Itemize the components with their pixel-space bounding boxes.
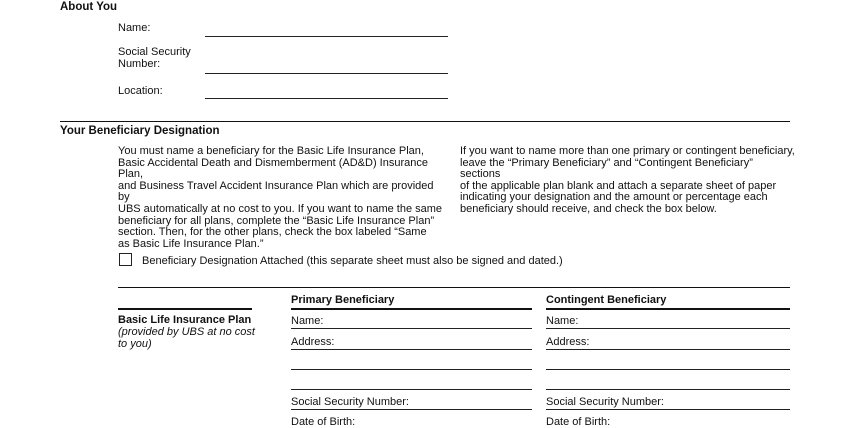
contingent-ssn-line xyxy=(546,409,790,410)
beneficiary-heading: Your Beneficiary Designation xyxy=(60,125,220,137)
plan-title: Basic Life Insurance Plan xyxy=(118,314,252,326)
primary-name-input[interactable] xyxy=(325,315,530,327)
contingent-name-label: Name: xyxy=(546,315,579,327)
contingent-address-line-3 xyxy=(546,389,790,390)
ssn-input[interactable] xyxy=(205,60,448,72)
contingent-rule xyxy=(546,308,790,310)
contingent-address-line-2 xyxy=(546,369,790,370)
contingent-address-input[interactable] xyxy=(593,336,788,348)
ssn-label: Social Security Number: xyxy=(118,46,191,70)
primary-ssn-label: Social Security Number: xyxy=(291,396,409,408)
name-field-line xyxy=(205,36,448,37)
contingent-address-label: Address: xyxy=(546,336,590,348)
contingent-dob-label: Date of Birth: xyxy=(546,416,611,428)
contingent-ssn-label: Social Security Number: xyxy=(546,396,664,408)
attached-checkbox-label: Beneficiary Designation Attached (this separate sheet must also be signed and dated.) xyxy=(142,255,563,267)
table-top-rule xyxy=(118,287,790,288)
contingent-name-input[interactable] xyxy=(580,315,788,327)
contingent-address-input-3[interactable] xyxy=(546,376,788,388)
contingent-beneficiary-header: Contingent Beneficiary xyxy=(546,294,667,306)
primary-name-label: Name: xyxy=(291,315,324,327)
location-label: Location: xyxy=(118,85,163,97)
primary-address-line xyxy=(291,349,532,350)
location-input[interactable] xyxy=(205,85,448,97)
contingent-ssn-input[interactable] xyxy=(663,396,788,408)
attached-checkbox[interactable] xyxy=(119,253,132,266)
primary-rule xyxy=(291,308,532,310)
location-field-line xyxy=(205,98,448,99)
primary-address-line-3 xyxy=(291,389,532,390)
about-you-heading: About You xyxy=(60,1,118,13)
contingent-address-line xyxy=(546,349,790,350)
plan-rule xyxy=(118,308,252,310)
primary-address-input-2[interactable] xyxy=(291,356,530,368)
beneficiary-instructions-left: You must name a beneficiary for the Basic Life Insurance Plan, Basic Accidental Death and Dismemberment (AD&D) Insurance Plan, and Business Travel Accident Insurance Plan which are provided by UBS automatically at no cost to you. If you want to name the same beneficiary for all plans, complete the “Basic Life Insurance Plan” section. Then, for the other plans, check the box labeled “Same as Basic Life Insurance Plan.” xyxy=(118,145,443,250)
primary-address-line-2 xyxy=(291,369,532,370)
primary-dob-label: Date of Birth: xyxy=(291,416,356,428)
plan-subtitle: (provided by UBS at no cost to you) xyxy=(118,326,255,350)
beneficiary-instructions-right: If you want to name more than one primary or contingent beneficiary, leave the “Primary Beneficiary” and “Contingent Beneficiary” sections of the applicable plan blank and attach a separate sheet of paper indicating your designation and the amount or percentage each beneficiary should receive, and check the box below. xyxy=(460,145,795,215)
contingent-name-line xyxy=(546,328,790,329)
section-divider xyxy=(60,121,790,122)
primary-ssn-input[interactable] xyxy=(408,396,530,408)
primary-address-input[interactable] xyxy=(338,336,530,348)
primary-address-label: Address: xyxy=(291,336,335,348)
primary-ssn-line xyxy=(291,409,532,410)
primary-address-input-3[interactable] xyxy=(291,376,530,388)
ssn-field-line xyxy=(205,73,448,74)
name-input[interactable] xyxy=(205,23,448,35)
contingent-address-input-2[interactable] xyxy=(546,356,788,368)
name-label: Name: xyxy=(118,22,151,34)
primary-beneficiary-header: Primary Beneficiary xyxy=(291,294,395,306)
primary-name-line xyxy=(291,328,532,329)
